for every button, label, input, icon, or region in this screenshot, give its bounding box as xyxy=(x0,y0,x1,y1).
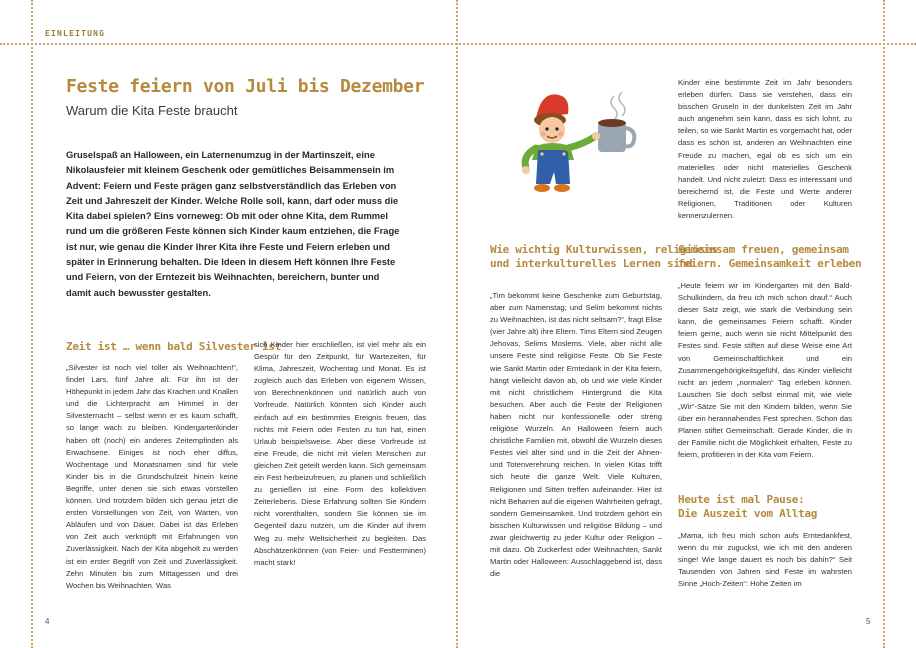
pause-heading xyxy=(678,493,817,521)
silvester-heading xyxy=(66,340,281,354)
page-number-left: 4 xyxy=(45,617,50,626)
pause-heading-line-1: Heute ist mal Pause: xyxy=(678,493,805,506)
center-dotted-rule xyxy=(456,0,458,648)
kultur-text: „Tim bekommt keine Geschenke zum Geburtstag, aber zum Namenstag; und Selim bekommt nichts zu Weihnachten, ist das nicht seltsam?“, fragt Elise (vier Jahre alt) ihre Eltern. Tims Eltern sind Zeugen Jehovas, Selims Moslems. Viele, aber nicht alle unsere Feste sind religiöse Feste. Ob Sie Feste wie Sankt Martin oder Erntedank in der Kita feiern, hängt vielleicht davon ab, ob und wie viele Kinder mit nicht christlichem Hintergrund die Kita besuchen. Aber auch die Feste der Religionen haben nicht nur konfessionelle oder streng religiöse Wurzeln. An Halloween feiern auch christliche Familien mit, obwohl die Wurzeln dieses Festes viel älter sind und in die Zeit der Ahnen- und Totenverehrung reichen. In vielen Kitas trifft sich heute die ganze Welt. Viele Kulturen, Religionen und Sitten treffen aufeinander. Hier ist nicht Beharren auf die eigenen Wahrheiten gefragt, sondern Gemeinsamkeit. Und trotzdem gehört ein bisschen Kulturwissen und religiöse Bildung – und zwar gleichwertig zu jeder Kultur oder Religion – mit dazu. Ob Zuckerfest oder Weihnachten, Sankt Martin oder Halloween: Ausschlaggebend ist, dass die xyxy=(490,291,662,579)
gemeinsam-text: „Heute feiern wir im Kindergarten mit den Bald-Schulkindern, da freu ich mich schon drauf.“ Auch dieser Satz zeigt, wie stark die Verbindung sein kann, die gemeinsames Feiern schafft. Kinder feiern gerne, auch wenn sie nicht Mittelpunkt des Festes sind. Feste stiften auf diese Weise eine Art von Gemeinschaftlichkeit und ein Zusammengehörigkeitsgefühl, das Kinder vielleicht nicht an jedem „normalen“ Tag erleben können. Lauschen Sie doch selbst einmal mit, wie viele „Wir“-Sätze Sie mit den Kindern bilden, wenn Sie über ein herannahendes Fest sprechen. Schon das Planen stiftet Gemeinschaft. Gerade Kinder, die in der Familie nicht die Möglichkeit erhalten, Feste zu feiern, profitieren in der Kita vom Feiern. xyxy=(678,281,852,460)
gemeinsam-heading-line-1: Gemeinsam freuen, gemeinsam xyxy=(678,243,849,256)
page-subtitle: Warum die Kita Feste braucht xyxy=(66,103,238,118)
lead-paragraph xyxy=(66,147,406,300)
silvester-column-1 xyxy=(66,362,238,592)
right-top-column xyxy=(678,77,852,223)
page-number-right: 5 xyxy=(866,617,871,626)
pause-heading-line-2: Die Auszeit vom Alltag xyxy=(678,507,818,520)
silvester-heading-text: Zeit ist … wenn bald Silvester ist xyxy=(66,340,281,353)
child-with-mug-illustration xyxy=(512,88,642,200)
gemeinsam-heading-line-2: feiern. Gemeinsamkeit erleben xyxy=(678,257,862,270)
child-with-steaming-mug-icon xyxy=(512,88,642,200)
pause-column xyxy=(678,530,852,592)
silvester-text-2: sich Kinder hier erschließen, ist viel mehr als ein Gespür für den Zeitpunkt, für Wartezeiten, für Klima, Jahreszeit, Wochentag und Monat. Es ist zugleich auch das Erleben von eigenem Wissen, von Berechnenkönnen und natürlich auch von Vorfreude. Natürlich könnten sich Kinder auch einfach auf ein bestimmtes Ereignis freuen, das nichts mit Feiern oder Festen zu tun hat, einen Urlaub beispielsweise. Aber diese Vorfreude ist eine Freude, die nicht mit vielen Menschen zur gleichen Zeit geteilt werden kann. Sich gemeinsam ein Fest herbeizufreuen, zu planen und schließlich zu genießen ist eine Form des kollektiven Zeiterlebens. Diese Erfahrung sollten Sie Kindern nicht vorenthalten, sondern Sie können sie im Gegenteil dazu nutzen, um die Kinder auf ihrem Weg zu mehr Weltsicherheit zu begleiten. Das Abschätzenkönnen (von Feier- und Festterminen) macht stark! xyxy=(254,340,426,567)
top-dotted-rule xyxy=(0,43,916,45)
kultur-heading-line-1: Wie wichtig Kulturwissen, religiöses xyxy=(490,243,718,256)
silvester-column-2 xyxy=(254,339,426,593)
section-label: EINLEITUNG xyxy=(45,29,106,38)
page-title: Feste feiern von Juli bis Dezember xyxy=(66,76,425,97)
silvester-text-1: „Silvester ist noch viel toller als Weihnachten!“, findet Lars, fünf Jahre alt. Für ihn ist der Höhepunkt in jedem Jahr das Krachen und Knallen und die Lichterpracht am Himmel in der Silvesternacht – selbst wenn er es kaum schafft, so lange wach zu bleiben. Kindergartenkinder haben oft (noch) ein anderes Zeitempfinden als Erwachsene. Einiges ist noch eher diffus, Wochentage und Monatsnamen sind für viele Kinder bis in die Grundschulzeit hinein keine Begriffe, unter denen sie sich etwas vorstellen können. Und trotzdem bilden sich genau jetzt die ersten Vorstellungen von Zeit, von Warten, von Abläufen und von Dauer. Dabei ist das Erleben von Zeit auch verknüpft mit Erfahrungen von Zuverlässigkeit. Nach der Kita abgeholt zu werden ist ein erster Begriff von Zeit und Zuverlässigkeit. Zehn Minuten bis zum Mittagessen und drei Wochen bis Weihnachten. Was xyxy=(66,363,238,590)
gemeinsam-column xyxy=(678,280,852,474)
pause-text: „Mama, ich freu mich schon aufs Erntedankfest, wenn du mir zuguckst, wie ich mit den anderen singe! Wie lange dauert es noch bis dahin?“ Seit Tausenden von Jahren sind Feste im wahrsten Sinne „Hoch-Zeiten“: Hohe Zeiten im xyxy=(678,531,852,589)
kultur-column xyxy=(490,290,662,592)
lead-text: Gruselspaß an Halloween, ein Laternenumzug in der Martinszeit, eine Nikolausfeier mit kleinem Geschenk oder gemütliches Beisammensein im Advent: Feiern und Feste prägen ganz selbstverständlich das Erleben von Zeit und Jahreszeit der Kinder. Welche Rolle soll, kann, darf oder muss die Kita dabei spielen? Eins vorneweg: Ob mit oder ohne Kita, dem Rummel rund um die größeren Feste können sich Kinder kaum entziehen, die Frage ist nur, wie genau die Kinder Ihrer Kita ihre Feste und Feiern erleben und später in Erinnerung behalten. Die Ideen in diesem Heft können Ihre Feste und Feiern, von der Erntezeit bis Weihnachten, bereichern, bunter und damit auch bewusster gestalten. xyxy=(66,149,400,298)
left-dotted-rule xyxy=(31,0,33,648)
gemeinsam-heading xyxy=(678,243,861,271)
kultur-heading-line-2: und interkulturelles Lernen sind xyxy=(490,257,693,270)
right-top-text: Kinder eine bestimmte Zeit im Jahr besonders erleben dürfen. Dass sie verstehen, dass ein bisschen Gruseln in der dunkelsten Zeit im Jahr auch angenehm sein kann, dass es sich lohnt, zu teilen, so wie Sankt Martin es vorgemacht hat, oder dass es schön ist, anderen an Weihnachten eine Freude zu machen, egal ob es sich um ein materielles oder nicht materielles Geschenk handelt. Und nicht zuletzt: Dass es interessant und bereichernd ist, die Feste und Werte anderer Religionen, Traditionen oder Kulturen kennenzulernen. xyxy=(678,78,852,221)
right-dotted-rule xyxy=(883,0,885,648)
